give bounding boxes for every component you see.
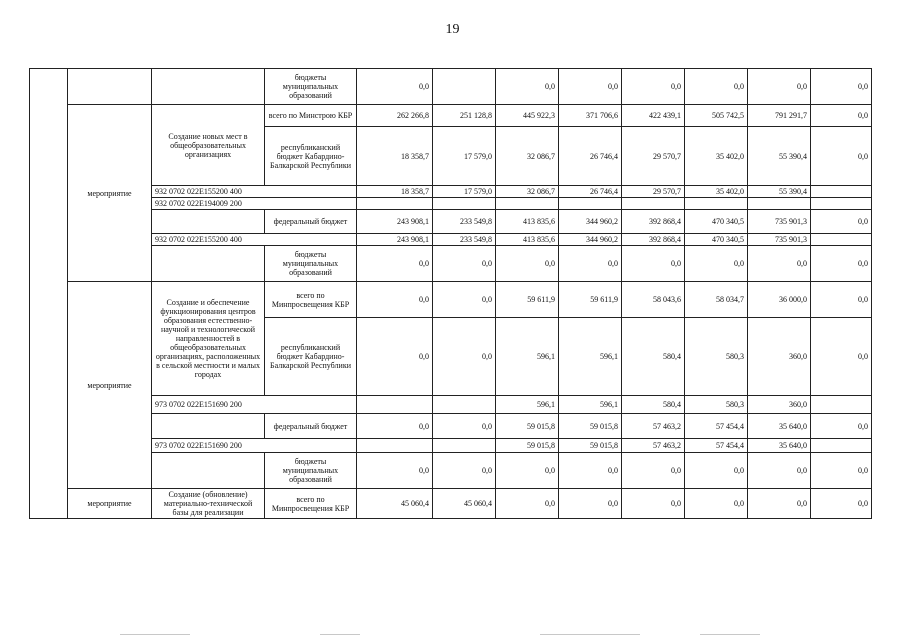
value-cell: 55 390,4 <box>748 186 811 198</box>
value-cell: 29 570,7 <box>622 127 685 186</box>
value-cell: 57 454,4 <box>685 414 748 439</box>
source-cell: федеральный бюджет <box>265 210 357 234</box>
value-cell: 0,0 <box>811 414 872 439</box>
value-cell: 0,0 <box>622 489 685 519</box>
value-cell: 0,0 <box>685 69 748 105</box>
value-cell: 0,0 <box>811 246 872 282</box>
value-cell: 0,0 <box>496 69 559 105</box>
source-cell: всего по Минстрою КБР <box>265 105 357 127</box>
value-cell: 413 835,6 <box>496 234 559 246</box>
value-cell: 0,0 <box>559 69 622 105</box>
value-cell: 0,0 <box>357 453 433 489</box>
event-type-cell: мероприятие <box>68 489 152 519</box>
value-cell: 413 835,6 <box>496 210 559 234</box>
table-row <box>30 234 872 246</box>
value-cell: 55 390,4 <box>748 127 811 186</box>
value-cell: 35 402,0 <box>685 186 748 198</box>
value-cell: 596,1 <box>559 396 622 414</box>
value-cell: 32 086,7 <box>496 186 559 198</box>
value-cell: 59 015,8 <box>559 414 622 439</box>
value-cell: 0,0 <box>559 489 622 519</box>
source-cell: федеральный бюджет <box>265 414 357 439</box>
activity-cell: Создание (обновление) материально-технической базы для реализации <box>152 489 265 519</box>
scan-artifact <box>320 634 360 635</box>
value-cell: 360,0 <box>748 318 811 396</box>
value-cell <box>496 198 559 210</box>
value-cell: 596,1 <box>559 318 622 396</box>
value-cell: 580,4 <box>622 318 685 396</box>
value-cell <box>811 186 872 198</box>
table-row <box>30 414 872 439</box>
table-row <box>30 489 872 519</box>
source-cell: бюджеты муниципальных образований <box>265 246 357 282</box>
value-cell: 791 291,7 <box>748 105 811 127</box>
value-cell: 0,0 <box>685 453 748 489</box>
value-cell: 243 908,1 <box>357 234 433 246</box>
table-row <box>30 396 872 414</box>
value-cell <box>433 396 496 414</box>
table-row <box>30 246 872 282</box>
value-cell: 57 463,2 <box>622 414 685 439</box>
value-cell: 0,0 <box>748 453 811 489</box>
value-cell: 0,0 <box>811 453 872 489</box>
value-cell: 0,0 <box>433 282 496 318</box>
value-cell: 0,0 <box>433 246 496 282</box>
value-cell: 17 579,0 <box>433 127 496 186</box>
value-cell <box>748 198 811 210</box>
value-cell: 0,0 <box>811 318 872 396</box>
value-cell: 45 060,4 <box>357 489 433 519</box>
value-cell: 344 960,2 <box>559 234 622 246</box>
value-cell <box>433 69 496 105</box>
scan-artifact <box>120 634 190 635</box>
value-cell: 344 960,2 <box>559 210 622 234</box>
value-cell: 59 611,9 <box>496 282 559 318</box>
value-cell: 0,0 <box>811 210 872 234</box>
value-cell <box>811 198 872 210</box>
value-cell: 735 901,3 <box>748 234 811 246</box>
value-cell: 233 549,8 <box>433 234 496 246</box>
table-row <box>30 198 872 210</box>
value-cell: 0,0 <box>559 453 622 489</box>
value-cell: 35 402,0 <box>685 127 748 186</box>
value-cell: 580,3 <box>685 396 748 414</box>
value-cell: 0,0 <box>622 246 685 282</box>
value-cell: 26 746,4 <box>559 186 622 198</box>
value-cell: 0,0 <box>811 282 872 318</box>
value-cell: 17 579,0 <box>433 186 496 198</box>
value-cell: 0,0 <box>433 453 496 489</box>
value-cell: 0,0 <box>811 127 872 186</box>
event-type-cell: мероприятие <box>68 105 152 282</box>
value-cell: 57 454,4 <box>685 439 748 453</box>
value-cell: 0,0 <box>357 282 433 318</box>
value-cell <box>811 234 872 246</box>
table-row <box>30 282 872 318</box>
value-cell: 470 340,5 <box>685 234 748 246</box>
value-cell: 0,0 <box>748 246 811 282</box>
value-cell: 580,3 <box>685 318 748 396</box>
value-cell: 371 706,6 <box>559 105 622 127</box>
source-cell: республиканский бюджет Кабардино-Балкарской Республики <box>265 318 357 396</box>
value-cell: 243 908,1 <box>357 210 433 234</box>
activity-cell <box>152 453 265 489</box>
value-cell: 0,0 <box>357 414 433 439</box>
value-cell: 0,0 <box>811 489 872 519</box>
table-row <box>30 210 872 234</box>
value-cell: 0,0 <box>433 318 496 396</box>
value-cell: 262 266,8 <box>357 105 433 127</box>
value-cell: 392 868,4 <box>622 210 685 234</box>
table-row <box>30 439 872 453</box>
value-cell: 0,0 <box>357 69 433 105</box>
value-cell <box>357 198 433 210</box>
table-row <box>30 69 872 105</box>
value-cell <box>433 198 496 210</box>
value-cell: 470 340,5 <box>685 210 748 234</box>
budget-code-cell: 932 0702 022E155200 400 <box>152 186 357 198</box>
value-cell: 18 358,7 <box>357 186 433 198</box>
value-cell: 0,0 <box>811 105 872 127</box>
value-cell: 0,0 <box>748 69 811 105</box>
source-cell: бюджеты муниципальных образований <box>265 453 357 489</box>
value-cell: 422 439,1 <box>622 105 685 127</box>
value-cell: 59 611,9 <box>559 282 622 318</box>
source-cell: всего по Минпросвещения КБР <box>265 489 357 519</box>
budget-code-cell: 932 0702 022E155200 400 <box>152 234 357 246</box>
value-cell: 735 901,3 <box>748 210 811 234</box>
value-cell: 57 463,2 <box>622 439 685 453</box>
value-cell <box>433 439 496 453</box>
value-cell: 0,0 <box>811 69 872 105</box>
source-cell: всего по Минпросвещения КБР <box>265 282 357 318</box>
value-cell: 59 015,8 <box>559 439 622 453</box>
value-cell: 35 640,0 <box>748 414 811 439</box>
value-cell: 0,0 <box>685 489 748 519</box>
value-cell: 0,0 <box>559 246 622 282</box>
activity-cell: Создание и обеспечение функционирования центров образования естественно-научной и технологической направленностей в общеобразовательных организациях, расположенных в сельской местности и малых городах <box>152 282 265 396</box>
value-cell <box>685 198 748 210</box>
value-cell: 0,0 <box>433 414 496 439</box>
value-cell: 35 640,0 <box>748 439 811 453</box>
source-cell: республиканский бюджет Кабардино-Балкарской Республики <box>265 127 357 186</box>
activity-cell: Создание новых мест в общеобразовательных организациях <box>152 105 265 186</box>
budget-code-cell: 973 0702 022E151690 200 <box>152 396 357 414</box>
event-type-cell <box>68 69 152 105</box>
table-row <box>30 186 872 198</box>
value-cell <box>622 198 685 210</box>
value-cell: 0,0 <box>622 453 685 489</box>
value-cell: 505 742,5 <box>685 105 748 127</box>
value-cell: 29 570,7 <box>622 186 685 198</box>
table-row <box>30 453 872 489</box>
scan-artifact <box>700 634 760 635</box>
value-cell: 596,1 <box>496 396 559 414</box>
value-cell: 45 060,4 <box>433 489 496 519</box>
value-cell: 596,1 <box>496 318 559 396</box>
budget-code-cell: 932 0702 022E194009 200 <box>152 198 357 210</box>
value-cell <box>559 198 622 210</box>
activity-cell <box>152 69 265 105</box>
value-cell: 59 015,8 <box>496 439 559 453</box>
activity-cell <box>152 246 265 282</box>
value-cell <box>357 439 433 453</box>
table-row <box>30 105 872 127</box>
activity-cell <box>152 414 265 439</box>
value-cell <box>811 396 872 414</box>
value-cell: 0,0 <box>496 453 559 489</box>
value-cell: 233 549,8 <box>433 210 496 234</box>
page-number: 19 <box>445 22 460 37</box>
value-cell: 0,0 <box>622 69 685 105</box>
value-cell: 0,0 <box>496 246 559 282</box>
value-cell: 580,4 <box>622 396 685 414</box>
value-cell: 32 086,7 <box>496 127 559 186</box>
value-cell: 251 128,8 <box>433 105 496 127</box>
value-cell: 0,0 <box>357 246 433 282</box>
value-cell: 0,0 <box>496 489 559 519</box>
value-cell: 360,0 <box>748 396 811 414</box>
budget-table <box>29 68 872 519</box>
activity-cell <box>152 210 265 234</box>
value-cell: 0,0 <box>685 246 748 282</box>
value-cell: 36 000,0 <box>748 282 811 318</box>
value-cell: 58 034,7 <box>685 282 748 318</box>
value-cell: 445 922,3 <box>496 105 559 127</box>
left-margin-cell <box>30 69 68 519</box>
budget-code-cell: 973 0702 022E151690 200 <box>152 439 357 453</box>
value-cell: 0,0 <box>357 318 433 396</box>
value-cell: 59 015,8 <box>496 414 559 439</box>
value-cell <box>811 439 872 453</box>
source-cell: бюджеты муниципальных образований <box>265 69 357 105</box>
value-cell: 0,0 <box>748 489 811 519</box>
value-cell: 58 043,6 <box>622 282 685 318</box>
value-cell: 392 868,4 <box>622 234 685 246</box>
value-cell <box>357 396 433 414</box>
event-type-cell: мероприятие <box>68 282 152 489</box>
value-cell: 18 358,7 <box>357 127 433 186</box>
value-cell: 26 746,4 <box>559 127 622 186</box>
scan-artifact <box>540 634 640 635</box>
